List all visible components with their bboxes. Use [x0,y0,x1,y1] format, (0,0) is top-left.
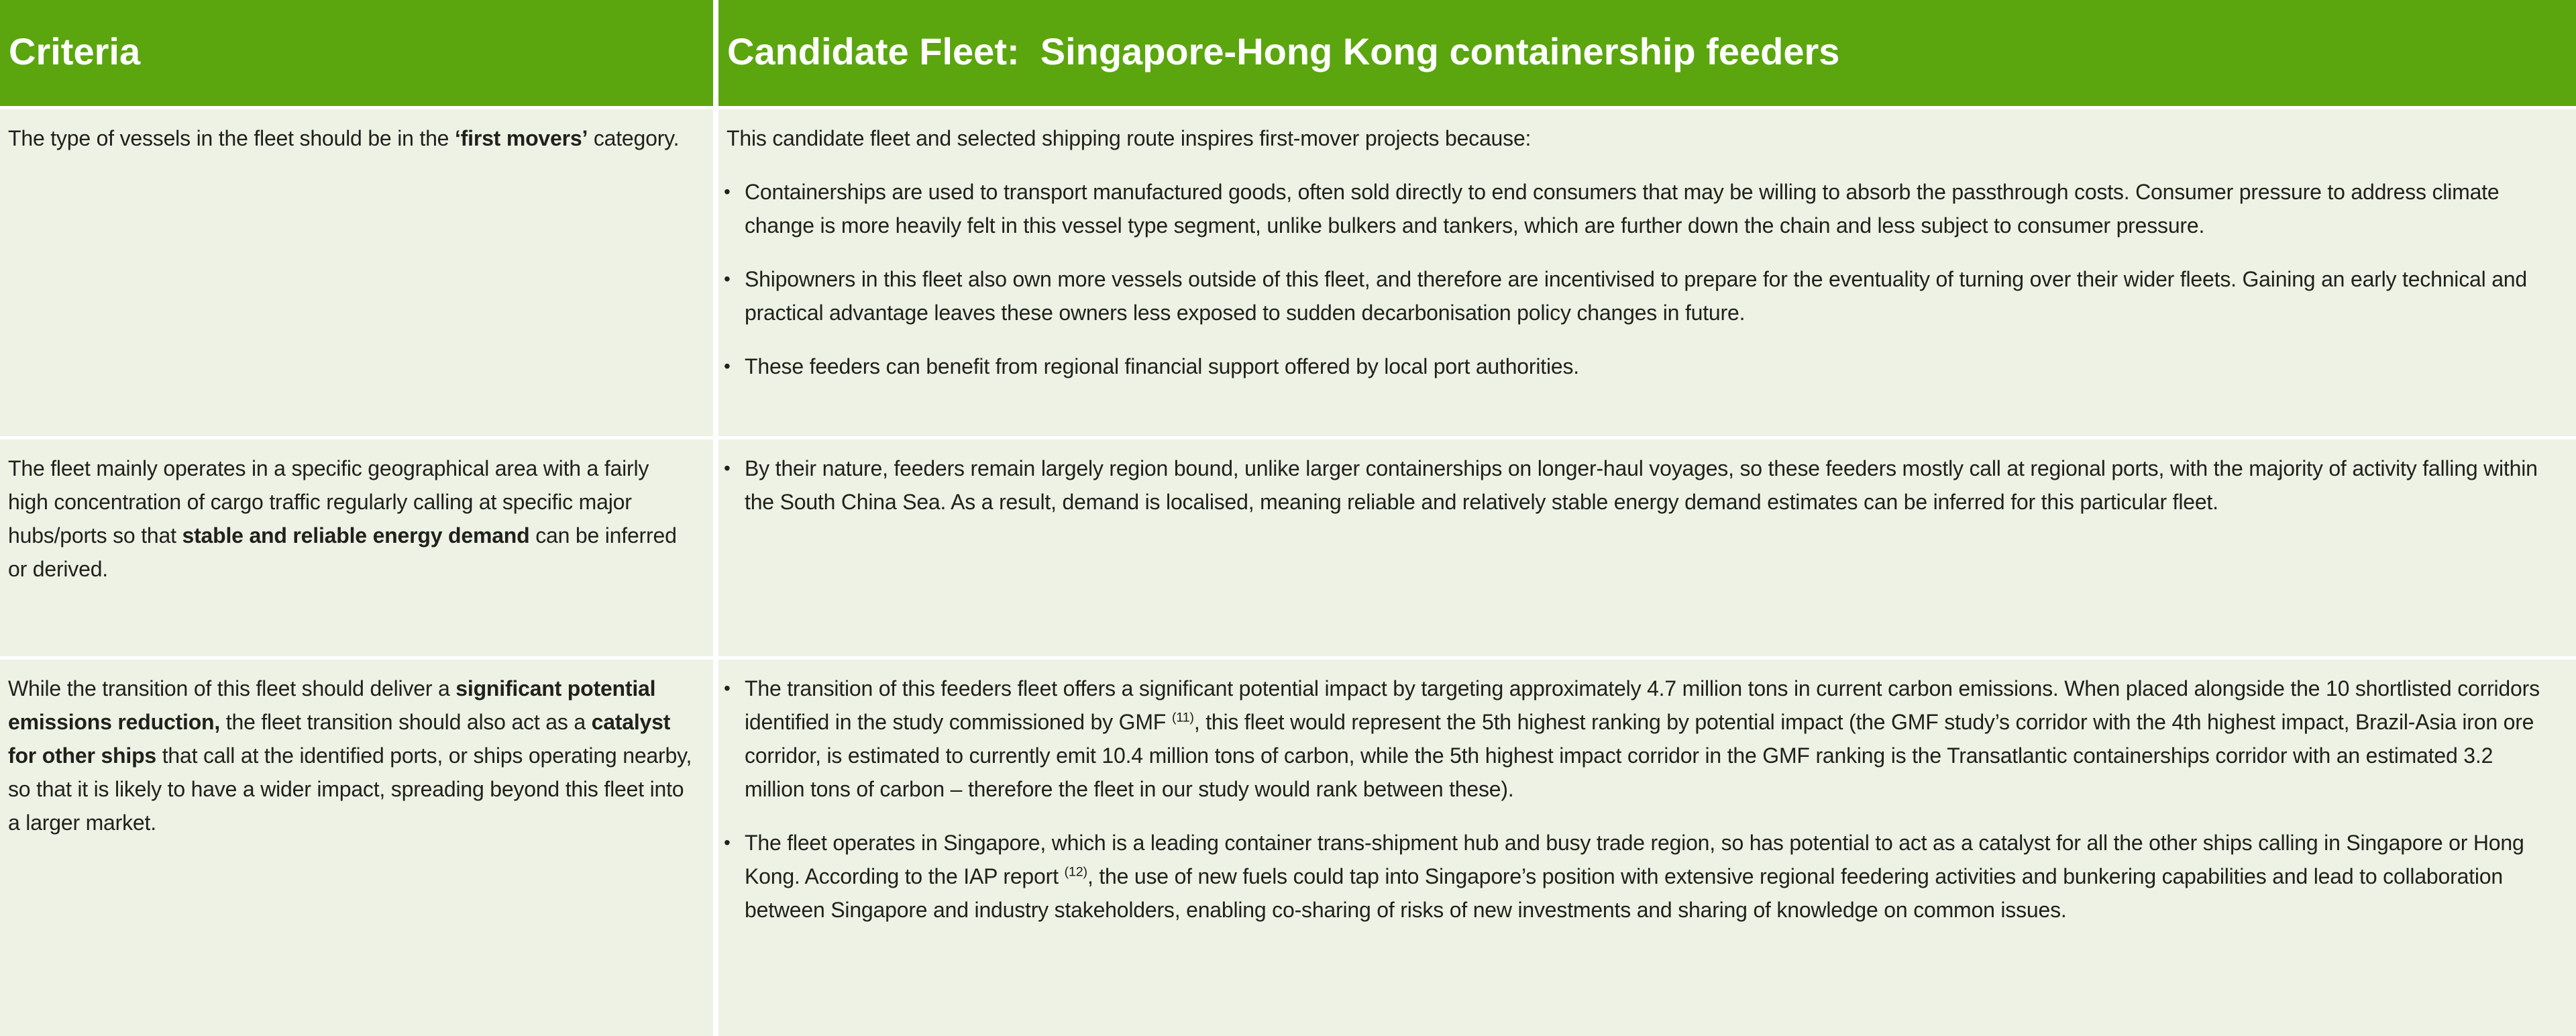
row1-bullet-1-text: Containerships are used to transport manufactured goods, often sold directly to end consumers that may be willing to absorb the passthrough costs. Consumer pressure to address climate change is more heavily felt in this vessel type segment, unlike bulkers and tankers, which are further down the chain and less subject to consumer pressure. [745,180,2500,238]
row1-bullet-3-text: These feeders can benefit from regional financial support offered by local port authorities. [745,354,1579,378]
header-cell-criteria [0,0,713,106]
row3-bullet-2 [722,826,2552,927]
row1-detail-cell [718,109,2576,436]
bullet-icon: • [724,181,731,202]
bullet-icon: • [724,458,731,478]
header-candidate-fleet-label: Candidate Fleet: Singapore-Hong Kong containership feeders [727,30,1840,72]
bullet-icon: • [724,356,731,376]
row2-bullet-1 [722,452,2552,519]
table-row-emissions-catalyst [0,660,2576,1036]
row1-bullet-2 [722,262,2552,329]
row2-criteria-cell [0,439,713,656]
row1-bullet-1 [722,175,2552,242]
table-row-first-movers [0,109,2576,436]
row3-criteria-cell [0,660,713,1036]
row2-bullet-1-text: By their nature, feeders remain largely region bound, unlike larger containerships on longer-haul voyages, so these feeders mostly call at regional ports, with the majority of activity falling within the South China Sea. As a result, demand is localised, meaning reliable and relatively stable energy demand estimates can be inferred for this particular fleet. [745,456,2538,514]
row1-intro-text: This candidate fleet and selected shipping route inspires first-mover projects because: [727,126,1532,150]
bullet-icon: • [724,268,731,289]
row3-criteria-text: While the transition of this fleet should deliver a significant potential emissions reduction, the fleet transition should also act as a catalyst for other ships that call at the identified ports, or ships operating nearby, so that it is likely to have a wider impact, spreading beyond this fleet into a larger market. [8,676,692,835]
row3-bullet-2-text: The fleet operates in Singapore, which is a leading container trans-shipment hub and busy trade region, so has potential to act as a catalyst for all the other ships calling in Singapore or Hong Kong. According to the IAP report $^{(12)}$, the use of new fuels could tap into Singapore’s position with extensive regional feedering activities and bunkering capabilities and lead to collaboration between Singapore and industry stakeholders, enabling co-sharing of risks of new investments and sharing of knowledge on common issues. [745,831,2524,922]
row1-criteria-cell [0,109,713,436]
row1-bullet-2-text: Shipowners in this fleet also own more vessels outside of this fleet, and therefore are incentivised to prepare for the eventuality of turning over their wider fleets. Gaining an early technical and practical advantage leaves these owners less exposed to sudden decarbonisation policy changes in future. [745,267,2527,325]
row2-criteria-text: The fleet mainly operates in a specific geographical area with a fairly high concentration of cargo traffic regularly calling at specific major hubs/ports so that stable and reliable energy demand can be inferred or derived. [8,456,677,581]
row2-detail-cell [718,439,2576,656]
row3-detail-cell [718,660,2576,1036]
row3-bullet-1-text: The transition of this feeders fleet offers a significant potential impact by targeting approximately 4.7 million tons in current carbon emissions. When placed alongside the 10 shortlisted corridors identified in the study commissioned by GMF $^{(11)}$, this fleet would represent the 5th highest ranking by potential impact (the GMF study’s corridor with the 4th highest impact, Brazil-Asia iron ore corridor, is estimated to currently emit 10.4 million tons of carbon, while the 5th highest impact corridor in the GMF ranking is the Transatlantic containerships corridor with an estimated 3.2 million tons of carbon – therefore the fleet in our study would rank between these). [745,676,2540,801]
row1-criteria-text: The type of vessels in the fleet should be in the ‘first movers’ category. [8,126,680,150]
table-row-energy-demand [0,439,2576,656]
header-cell-candidate-fleet [718,0,2576,106]
bullet-icon: • [724,832,731,853]
row1-bullet-3 [722,350,2552,383]
header-criteria-label: Criteria [9,30,141,72]
table-header-row [0,0,2576,106]
bullet-icon: • [724,678,731,698]
row3-bullet-1 [722,672,2552,806]
